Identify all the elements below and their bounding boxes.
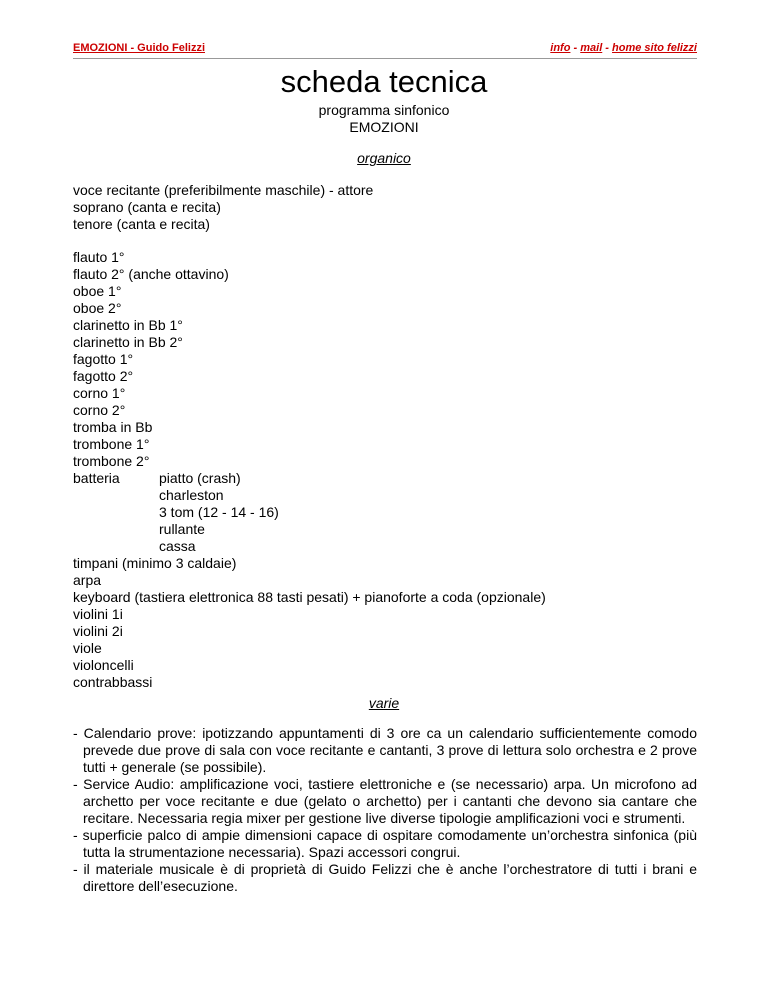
list-item: flauto 2° (anche ottavino) bbox=[73, 266, 229, 282]
list-item: clarinetto in Bb 1° bbox=[73, 317, 183, 333]
list-item: charleston bbox=[159, 487, 224, 503]
voices-list bbox=[73, 182, 373, 233]
mail-link[interactable]: mail bbox=[580, 42, 603, 54]
note-paragraph: - il materiale musicale è di proprietà di Guido Felizzi che è anche l’orchestratore di tutti i brani e direttore dell’esecuzione. bbox=[73, 861, 697, 894]
batteria-items bbox=[159, 470, 279, 555]
list-item: violini 2i bbox=[73, 623, 123, 639]
list-item: oboe 2° bbox=[73, 300, 122, 316]
list-item: soprano (canta e recita) bbox=[73, 199, 221, 215]
varie-heading: varie bbox=[368, 695, 400, 711]
list-item: fagotto 1° bbox=[73, 351, 134, 367]
info-link[interactable]: info bbox=[550, 42, 571, 54]
header-links: info - mail - home sito felizzi bbox=[550, 42, 697, 54]
list-item: keyboard (tastiera elettronica 88 tasti pesati) + pianoforte a coda (opzionale) bbox=[73, 589, 546, 605]
instruments-after-list bbox=[73, 555, 546, 691]
list-item: timpani (minimo 3 caldaie) bbox=[73, 555, 237, 571]
list-item: arpa bbox=[73, 572, 102, 588]
list-item: corno 1° bbox=[73, 385, 126, 401]
varie-notes bbox=[73, 725, 697, 895]
list-item: fagotto 2° bbox=[73, 368, 134, 384]
list-item: trombone 2° bbox=[73, 453, 150, 469]
subtitle-line: EMOZIONI bbox=[349, 119, 419, 135]
home-link[interactable]: home sito felizzi bbox=[612, 42, 697, 54]
subtitle bbox=[0, 102, 768, 136]
list-item: contrabbassi bbox=[73, 674, 153, 690]
instruments-list bbox=[73, 249, 229, 470]
list-item: 3 tom (12 - 14 - 16) bbox=[159, 504, 279, 520]
list-item: flauto 1° bbox=[73, 249, 125, 265]
list-item: viole bbox=[73, 640, 102, 656]
list-item: cassa bbox=[159, 538, 196, 554]
list-item: corno 2° bbox=[73, 402, 126, 418]
list-item: oboe 1° bbox=[73, 283, 122, 299]
list-item: violini 1i bbox=[73, 606, 123, 622]
page-title: scheda tecnica bbox=[280, 64, 488, 99]
list-item: voce recitante (preferibilmente maschile) - attore bbox=[73, 182, 374, 198]
organico-heading: organico bbox=[357, 150, 411, 166]
list-item: tenore (canta e recita) bbox=[73, 216, 210, 232]
list-item: piatto (crash) bbox=[159, 470, 241, 486]
note-paragraph: - Calendario prove: ipotizzando appuntamenti di 3 ore ca un calendario sufficientemente comodo prevede due prove di sala con voce recitante e cantanti, 3 prove di lettura solo orchestra e 2 prove tutti + generale (se possibile). bbox=[73, 725, 697, 775]
batteria-label: batteria bbox=[73, 470, 120, 486]
subtitle-line: programma sinfonico bbox=[318, 102, 450, 118]
page-header bbox=[73, 42, 697, 59]
list-item: rullante bbox=[159, 521, 205, 537]
list-item: clarinetto in Bb 2° bbox=[73, 334, 183, 350]
list-item: trombone 1° bbox=[73, 436, 150, 452]
list-item: tromba in Bb bbox=[73, 419, 153, 435]
note-paragraph: - superficie palco di ampie dimensioni capace di ospitare comodamente un’orchestra sinfonica (più tutta la strumentazione necessaria). Spazi accessori congrui. bbox=[73, 827, 697, 860]
list-item: violoncelli bbox=[73, 657, 134, 673]
note-paragraph: - Service Audio: amplificazione voci, tastiere elettroniche e (se necessario) arpa. Un microfono ad archetto per voce recitante e due (gelato o archetto) per i cantanti che devono sia cantare che recitare. Necessaria regia mixer per gestione live diverse tipologie amplificazioni voci e strumenti. bbox=[73, 776, 697, 826]
header-title: EMOZIONI - Guido Felizzi bbox=[73, 42, 205, 54]
